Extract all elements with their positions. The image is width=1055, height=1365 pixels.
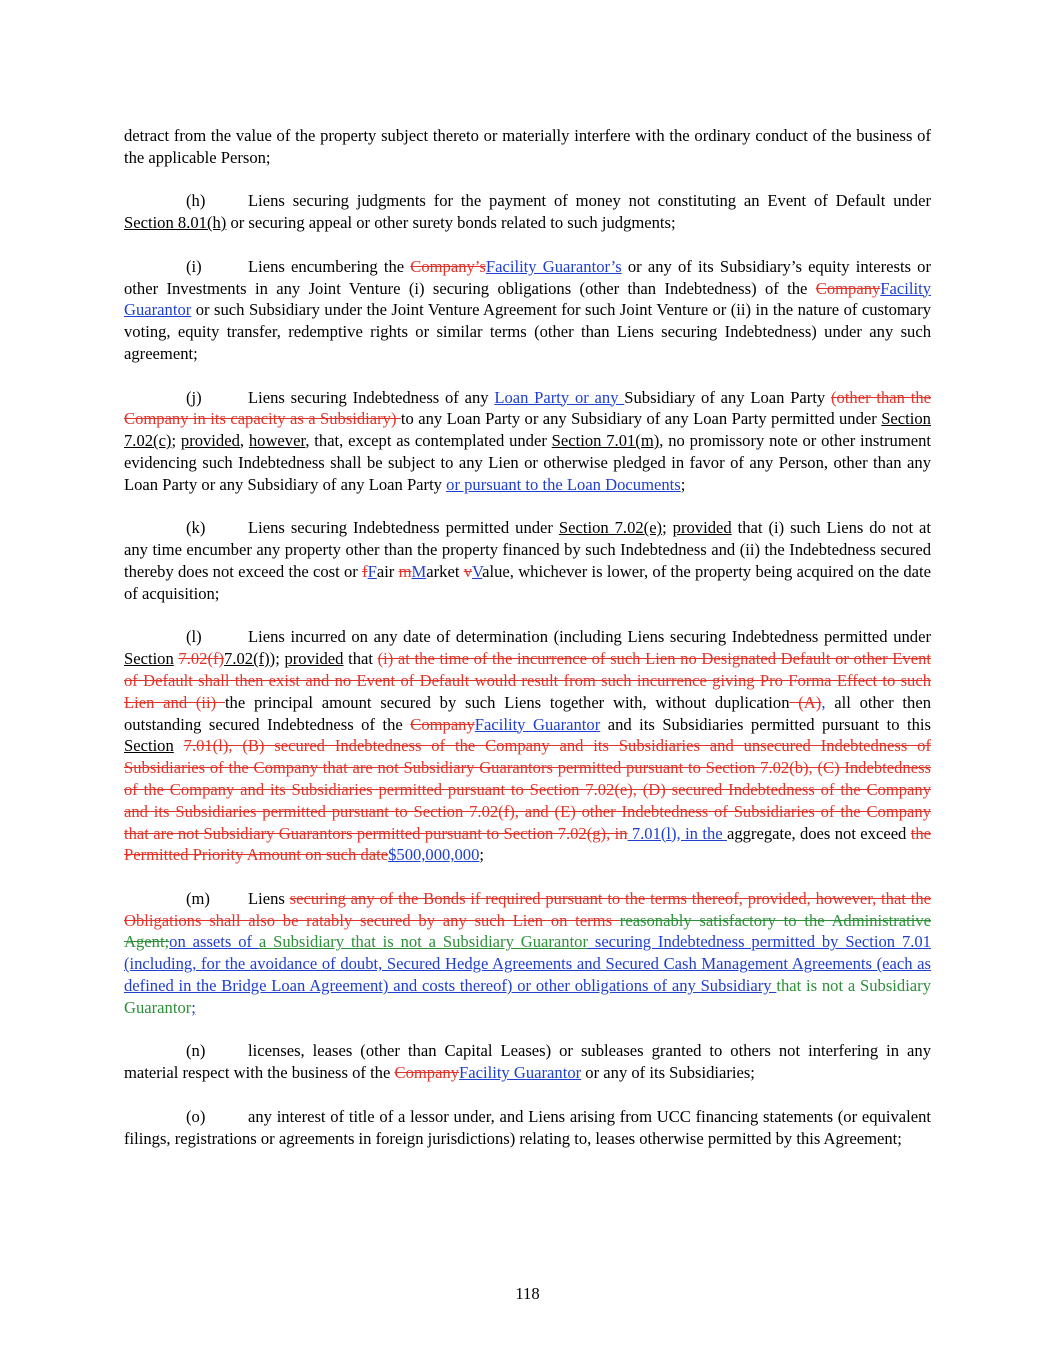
clause-text: arket — [426, 561, 464, 581]
clause-j — [124, 387, 931, 496]
section-reference: 7.02(f) — [224, 649, 270, 669]
inserted-text: 7.01(l), in the — [627, 823, 727, 843]
moved-text: that is not a Subsidiary Guarantor — [124, 976, 931, 1017]
inserted-text: Facility Guarantor — [474, 714, 601, 734]
clause-text: aggregate, does not exceed — [726, 823, 911, 843]
section-reference: Section — [124, 736, 174, 756]
clause-text: or securing appeal or other surety bonds related to such judgments; — [226, 213, 676, 233]
deleted-text: f — [362, 561, 368, 581]
inserted-text: Facility Guarantor’s — [485, 256, 622, 276]
clause-label: (l) — [186, 627, 202, 647]
clause-text: Liens securing Indebtedness permitted under — [248, 518, 559, 538]
clause-text: alue, whichever is lower, of the property being acquired on the date of acquisition; — [124, 561, 932, 603]
clause-text: all other then outstanding secured Indebtedness of the — [124, 692, 932, 734]
clause-i — [124, 256, 931, 365]
inserted-text: Loan Party or any — [494, 387, 625, 407]
deleted-text: v — [463, 561, 472, 581]
section-reference: Section 8.01(h) — [124, 213, 227, 233]
section-reference: Section 7.02(c) — [124, 409, 931, 451]
clause-text: or any of its Subsidiaries; — [581, 1063, 755, 1083]
deleted-text: Company — [394, 1063, 460, 1083]
document-body — [124, 125, 931, 1171]
clause-text — [174, 736, 184, 755]
inserted-text: or pursuant to the Loan Documents — [446, 474, 681, 494]
clause-text: and its Subsidiaries permitted pursuant to this — [600, 714, 931, 734]
clause-text: Liens encumbering the — [248, 256, 411, 276]
clause-text: , no promissory note or other instrument evidencing such Indebtedness shall be subject to any Lien or otherwise pledged in favor of any Person, other than any Loan Party or any Subsidiary of any Loan Party — [124, 431, 932, 494]
deleted-text: 7.01(l), (B) secured Indebtedness of the Company and its Subsidiaries and unsecured Indebtedness of Subsidiaries of the Company that are not Subsidiary Guarantors permitted pursuant to Section 7.02(b), (C) Indebtedness of the Company and its Subsidiaries permitted pursuant to Section 7.02(e), (D) secured Indebtedness of the Company and its Subsidiaries permitted pursuant to Section 7.02(f), and (E) other Indebtedness of Subsidiaries of the Company that are not Subsidiary Guarantors permitted pursuant to Section 7.02(g), in — [124, 736, 931, 843]
clause-text: Liens securing judgments for the payment of money not constituting an Event of Default under — [248, 191, 931, 211]
clause-label: (n) — [186, 1041, 206, 1061]
clause-text: to any Loan Party or any Subsidiary of any Loan Party permitted under — [400, 409, 882, 429]
clause-label: (h) — [186, 191, 206, 211]
clause-o — [124, 1106, 931, 1150]
inserted-text: F — [367, 561, 377, 581]
clause-m — [124, 888, 931, 1019]
page-number: 118 — [515, 1284, 540, 1303]
clause-text: any interest of title of a lessor under, and Liens arising from UCC financing statements (or equivalent filings, registrations or agreements in foreign jurisdictions) relating to, leases otherwise permitted by this Agreement; — [124, 1106, 931, 1148]
clause-text: ; — [171, 431, 181, 451]
deleted-text: (A) — [789, 692, 822, 712]
inserted-text: Facility Guarantor — [124, 278, 931, 320]
clause-text: Liens securing Indebtedness of any — [248, 387, 495, 407]
deleted-text: Company — [410, 714, 475, 734]
clause-text: or such Subsidiary under the Joint Venture Agreement for such Joint Venture or (ii) in the nature of customary voting, equity transfer, redemptive rights or similar terms (other than Liens securing Indebtedness) under any such agreement; — [124, 300, 931, 363]
clause-text: ; — [479, 845, 484, 865]
inserted-text: ; — [191, 997, 196, 1017]
deleted-text: Company’s — [410, 256, 486, 276]
clause-text: Subsidiary of any Loan Party — [624, 387, 831, 407]
clause-label: (k) — [186, 518, 206, 538]
clause-label: (j) — [186, 387, 202, 407]
deleted-text: (other than the Company in its capacity as a Subsidiary) — [124, 387, 931, 429]
proviso-term: however — [248, 431, 306, 451]
section-reference: Section — [124, 649, 174, 669]
deleted-text: (i) at the time of the incurrence of such Lien no Designated Default or other Event of Default shall then exist and no Event of Default would result from such incurrence giving Pro Forma Effect to such Lien and (ii) — [124, 649, 931, 712]
inserted-text: V — [472, 561, 483, 581]
deleted-text: Company — [815, 278, 881, 298]
inserted-text: $500,000,000 — [388, 845, 480, 865]
clause-text: ; — [662, 518, 673, 538]
clause-text: Liens — [248, 888, 290, 908]
clause-text: or any of its Subsidiary’s equity interests or other Investments in any Joint Venture (i) securing obligations (other than Indebtedness) of the — [124, 256, 932, 298]
intro-paragraph — [124, 125, 931, 169]
deleted-text: 7.02(f) — [178, 649, 225, 669]
clause-text: , — [239, 431, 249, 451]
deleted-text: the Permitted Priority Amount on such date — [124, 823, 931, 865]
clause-l — [124, 626, 931, 866]
clause-text: Liens incurred on any date of determination (including Liens securing Indebtedness permitted under — [248, 627, 931, 647]
clause-label: (o) — [186, 1106, 206, 1126]
clause-n — [124, 1040, 931, 1084]
inserted-text: securing Indebtedness permitted by Section 7.01 (including, for the avoidance of doubt, Secured Hedge Agreements and Secured Cash Management Agreements (each as defined in the Bridge Loan Agreement) and costs thereof) or other obligations of any Subsidiary — [124, 932, 931, 996]
clause-text: , that, except as contemplated under — [305, 431, 552, 451]
clause-text: that (i) such Liens do not at any time encumber any property other than the property financed by such Indebtedness and (ii) the Indebtedness secured thereby does not exceed the cost or — [124, 518, 931, 581]
inserted-text: Facility Guarantor — [459, 1063, 582, 1083]
clause-h — [124, 190, 931, 234]
clause-label: (i) — [186, 256, 202, 276]
moved-deleted-text: reasonably satisfactory to the Administrative Agent; — [124, 910, 931, 952]
inserted-text: on assets of — [169, 932, 259, 952]
section-reference: Section 7.02(e) — [558, 518, 663, 538]
deleted-text: securing any of the Bonds if required pursuant to the terms thereof, provided, however, that the Obligations shall also be ratably secured by any such Lien on terms — [124, 888, 932, 930]
inserted-text: , — [821, 692, 826, 712]
deleted-text: m — [398, 561, 412, 581]
intro-text: detract from the value of the property subject thereto or materially interfere with the ordinary conduct of the business of the applicable Person; — [124, 126, 931, 167]
proviso-term: provided — [180, 431, 240, 451]
proviso-term: provided — [672, 518, 732, 538]
moved-inserted-text: a Subsidiary that is not a Subsidiary Guarantor — [258, 932, 588, 952]
clause-text: licenses, leases (other than Capital Leases) or subleases granted to others not interfering in any material respect with the business of the — [124, 1041, 931, 1083]
section-reference: Section 7.01(m) — [551, 431, 660, 451]
clause-text: ); — [269, 649, 285, 669]
clause-k — [124, 517, 931, 604]
clause-text: air — [376, 561, 399, 581]
clause-text: ; — [680, 474, 686, 494]
clause-text: that — [343, 649, 378, 669]
proviso-term: provided — [284, 649, 344, 669]
clause-label: (m) — [186, 888, 210, 908]
clause-text: the principal amount secured by such Liens together with, without duplication — [224, 692, 790, 712]
inserted-text: M — [411, 561, 427, 581]
